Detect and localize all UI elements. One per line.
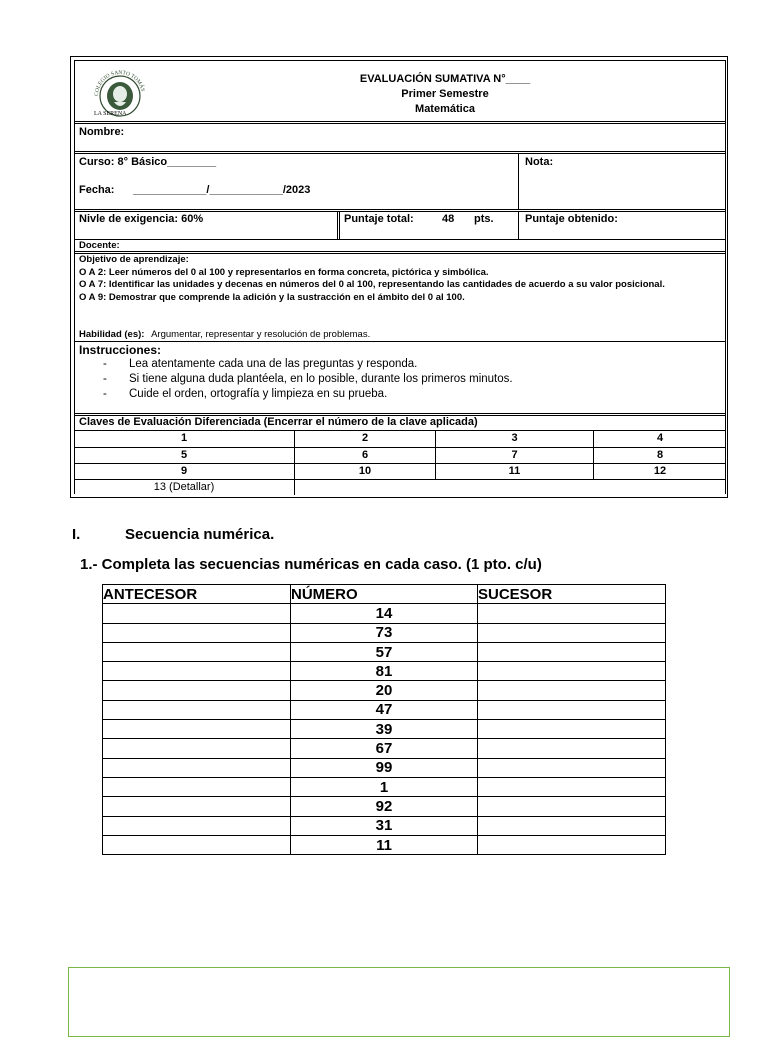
sequence-row [103,623,666,642]
header-numero: NÚMERO [291,585,478,604]
fecha-field: ____________/____________/2023 [133,184,311,196]
puntaje-total-value: 48 [442,213,455,225]
antecesor-cell[interactable] [103,797,291,816]
clave-cell[interactable]: 5 [74,447,295,463]
sucesor-cell[interactable] [478,604,666,623]
numero-cell: 14 [291,604,478,623]
sequence-row [103,681,666,700]
antecesor-cell[interactable] [103,739,291,758]
sucesor-cell[interactable] [478,720,666,739]
clave-detalle-blank[interactable] [295,479,727,495]
numero-cell: 20 [291,681,478,700]
sequence-row [103,739,666,758]
clave-cell[interactable]: 6 [295,447,436,463]
divider [74,121,726,122]
docente-label: Docente: [79,240,120,251]
sequence-table [102,584,666,855]
instruccion-item: - Lea atentamente cada una de las preguntas y responda. [99,357,699,372]
sequence-row [103,720,666,739]
numero-cell: 99 [291,758,478,777]
clave-cell[interactable]: 2 [295,430,436,447]
question-text: 1.- Completa las secuencias numéricas en cada caso. (1 pto. c/u) [80,556,542,573]
logo-city: LA SERENA [94,111,127,117]
divider [339,211,340,239]
school-logo [84,66,160,122]
sucesor-cell[interactable] [478,662,666,681]
sequence-row [103,700,666,719]
sequence-row [103,816,666,835]
curso-field: Curso: 8° Básico________ [79,156,217,168]
nombre-label: Nombre: [79,126,125,138]
divider [74,413,726,414]
sequence-row [103,758,666,777]
objetivo-oa7: O A 7: Identificar las unidades y decenas en números del 0 al 100, representando las cantidades de acuerdo a su valor posicional. [79,279,665,290]
divider [74,341,726,342]
clave-cell[interactable]: 1 [74,430,295,447]
antecesor-cell[interactable] [103,777,291,796]
claves-title: Claves de Evaluación Diferenciada (Encerrar el número de la clave aplicada) [79,416,478,428]
objetivo-oa2: O A 2: Leer números del 0 al 100 y representarlos en forma concreta, pictórica y simbólica. [79,266,489,278]
numero-cell: 11 [291,835,478,854]
antecesor-cell[interactable] [103,835,291,854]
clave-cell-detallar[interactable]: 13 (Detallar) [74,479,295,495]
objetivo-oa9: O A 9: Demostrar que comprende la adición y la sustracción en el ámbito del 0 al 100. [79,291,465,303]
header-sucesor: SUCESOR [478,585,666,604]
sucesor-cell[interactable] [478,797,666,816]
antecesor-cell[interactable] [103,604,291,623]
clave-cell[interactable]: 9 [74,463,295,479]
exam-title: EVALUACIÓN SUMATIVA N°____ [359,73,531,85]
numero-cell: 39 [291,720,478,739]
clave-cell[interactable]: 4 [656,432,664,445]
puntaje-total-label: Puntaje total: [344,213,414,225]
divider [518,211,519,239]
sucesor-cell[interactable] [478,700,666,719]
clave-cell[interactable]: 11 [436,463,594,479]
instruccion-item: - Si tiene alguna duda plantéela, en lo posible, durante los primeros minutos. [99,372,699,387]
objetivos-title: Objetivo de aprendizaje: [79,254,189,265]
sucesor-cell[interactable] [478,623,666,642]
numero-cell: 47 [291,700,478,719]
habilidad-row [79,329,370,340]
sucesor-cell[interactable] [478,681,666,700]
divider [74,153,726,154]
habilidad-label: Habilidad (es): [79,329,145,340]
sucesor-cell[interactable] [478,777,666,796]
divider [74,60,726,61]
nota-label: Nota: [525,156,554,168]
svg-text:COLEGIO SANTO TOMÁS: COLEGIO SANTO TOMÁS [93,69,146,97]
sucesor-cell[interactable] [478,835,666,854]
exigencia-label: Nivle de exigencia: 60% [79,213,204,225]
exam-semester: Primer Semestre [401,88,489,100]
antecesor-cell[interactable] [103,642,291,661]
sequence-row [103,642,666,661]
numero-cell: 57 [291,642,478,661]
answer-box [68,967,730,1037]
instrucciones-title: Instrucciones: [79,343,162,357]
section-numeral: I. [72,526,81,543]
sequence-row [103,835,666,854]
antecesor-cell[interactable] [103,662,291,681]
sucesor-cell[interactable] [478,758,666,777]
numero-cell: 73 [291,623,478,642]
sequence-row [103,777,666,796]
divider [725,60,726,494]
clave-cell[interactable]: 3 [436,430,594,447]
divider [74,251,726,252]
puntaje-obtenido-label: Puntaje obtenido: [525,213,618,225]
antecesor-cell[interactable] [103,681,291,700]
divider [74,60,75,494]
sucesor-cell[interactable] [478,642,666,661]
puntaje-total-unit: pts. [474,213,494,225]
habilidad-value: Argumentar, representar y resolución de problemas. [151,329,371,340]
section-title: Secuencia numérica. [125,526,275,543]
instrucciones-list [99,357,699,402]
numero-cell: 67 [291,739,478,758]
divider [74,123,726,124]
objetivos-block [79,254,719,304]
divider [74,151,726,152]
divider [518,153,519,209]
clave-cell[interactable]: 10 [295,463,436,479]
clave-cell[interactable]: 12 [653,465,667,477]
clave-cell[interactable]: 8 [656,449,664,461]
numero-cell: 31 [291,816,478,835]
numero-cell: 1 [291,777,478,796]
numero-cell: 81 [291,662,478,681]
antecesor-cell[interactable] [103,700,291,719]
divider [74,239,726,240]
antecesor-cell[interactable] [103,623,291,642]
claves-table [74,430,726,495]
divider [74,211,726,212]
sequence-row [103,662,666,681]
sucesor-cell[interactable] [478,739,666,758]
sucesor-cell[interactable] [478,816,666,835]
numero-cell: 92 [291,797,478,816]
divider [74,209,726,210]
clave-cell[interactable]: 7 [436,447,594,463]
antecesor-cell[interactable] [103,758,291,777]
exam-subject: Matemática [415,103,475,115]
sequence-row [103,604,666,623]
divider [337,211,338,239]
antecesor-cell[interactable] [103,720,291,739]
instruccion-item: - Cuide el orden, ortografía y limpieza en su prueba. [99,387,699,402]
antecesor-cell[interactable] [103,816,291,835]
sequence-row [103,797,666,816]
header-antecesor: ANTECESOR [103,585,291,604]
fecha-label: Fecha: [79,184,115,196]
